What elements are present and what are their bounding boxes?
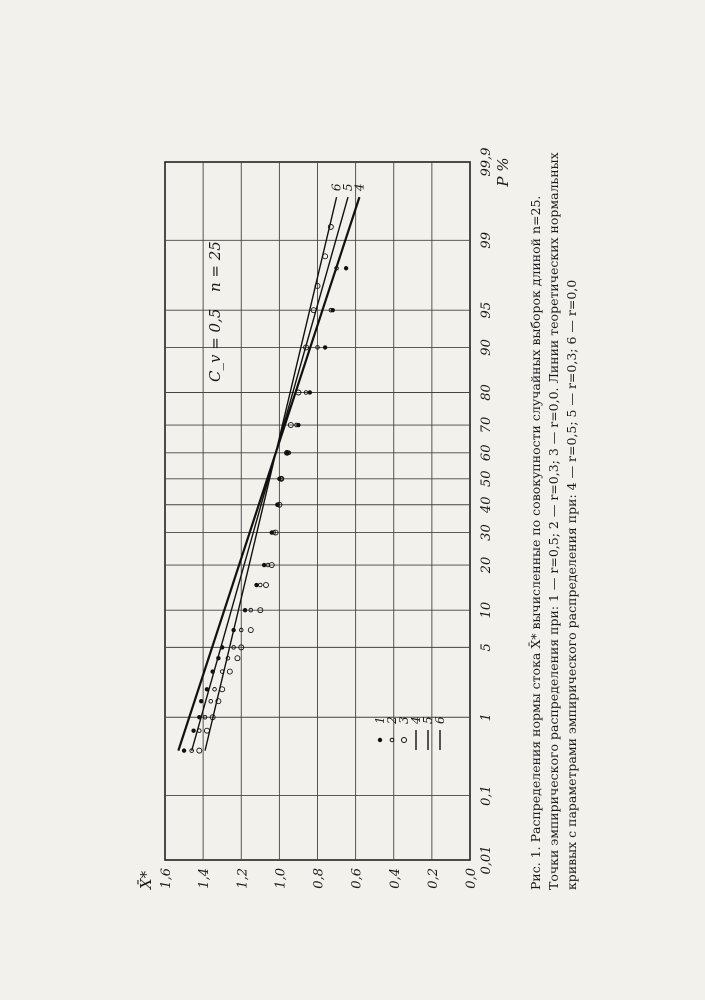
legend-label: 1 [373,716,387,724]
point-series-3 [235,656,240,661]
point-series-1 [220,645,224,649]
y-tick-label: 1,6 [159,868,174,889]
point-series-1 [199,699,203,703]
point-series-1 [182,748,186,752]
point-series-3 [264,583,269,588]
x-tick-label: 80 [479,384,494,401]
legend-marker-1 [378,738,382,742]
point-series-3 [204,728,209,733]
line-label-6: 6 [329,183,344,192]
x-tick-label: 50 [479,470,494,488]
point-series-1 [216,656,220,660]
y-axis-label: X̄* [137,870,155,890]
annotation: n = 25 [206,241,224,292]
x-tick-label: 95 [479,301,494,319]
legend-marker-3 [402,738,407,743]
caption-line: кривых с параметрами эмпирического распределения при: 4 — r=0,5; 5 — r=0,3; 6 — r=0,0 [564,279,579,890]
x-tick-label: 90 [479,339,494,356]
point-series-1 [205,687,209,691]
x-tick-label: 70 [479,416,494,434]
annotation: C_v = 0,5 [206,308,224,382]
y-tick-label: 0,8 [311,868,327,889]
point-series-1 [323,345,327,349]
point-series-1 [191,728,195,732]
point-series-2 [209,699,213,703]
point-series-1 [197,715,201,719]
point-series-3 [197,748,202,753]
point-series-1 [231,628,235,632]
caption-line: Рис. 1. Распределения нормы стока X̄* вычисленные по совокупности случайных выборок длиной n=25. [528,195,543,890]
point-series-1 [344,266,348,270]
y-tick-label: 0,2 [425,868,441,889]
x-tick-label: 60 [479,444,494,462]
y-tick-label: 1,2 [235,868,251,889]
x-tick-label: 0,01 [479,845,494,875]
x-tick-label: 10 [479,601,494,619]
y-tick-label: 0,4 [387,868,403,889]
legend-label: 4 [409,716,423,724]
x-tick-label: 5 [479,643,494,652]
legend-marker-2 [390,738,394,742]
legend-label: 6 [433,716,447,724]
x-tick-label: 30 [479,524,494,541]
x-tick-label: 1 [479,713,494,722]
legend-label: 2 [385,716,399,724]
x-tick-label: 99,9 [479,147,494,177]
y-tick-label: 1,4 [197,868,213,889]
line-label-4: 4 [352,183,367,192]
point-series-3 [248,628,253,633]
point-series-1 [254,583,258,587]
x-tick-label: 20 [479,556,494,574]
x-tick-label: 0,1 [479,785,494,806]
rotated-chart-group [137,148,579,891]
point-series-3 [220,687,225,692]
x-tick-label: 99 [479,232,494,249]
y-tick-label: 0,6 [349,868,365,889]
y-tick-label: 0,0 [464,868,479,889]
theory-line-6 [205,197,337,751]
y-tick-label: 1,0 [273,868,289,889]
point-series-1 [210,669,214,673]
legend-label: 5 [421,716,435,724]
caption [528,152,579,890]
point-series-3 [323,254,328,259]
point-series-2 [259,583,263,587]
point-series-1 [308,390,312,394]
point-series-2 [213,687,217,691]
caption-line: Точки эмпирического распределения при: 1 — r=0,5; 2 — r=0,3; 3 — r=0,0. Линии теоретических нормальных [546,152,561,890]
legend [373,716,447,750]
point-series-1 [243,608,247,612]
x-tick-label: 40 [479,496,494,514]
line-label-5: 5 [341,183,355,192]
annotations [206,241,224,382]
legend-label: 3 [397,716,411,724]
point-series-3 [227,669,232,674]
point-series-1 [262,563,266,567]
x-axis-label: P % [494,157,512,187]
